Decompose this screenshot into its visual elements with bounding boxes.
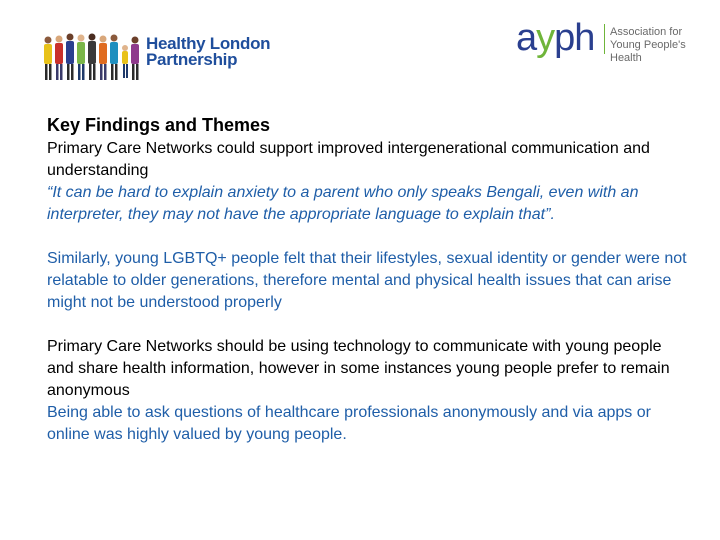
ayph-logo bbox=[516, 18, 716, 64]
ayph-wordmark bbox=[516, 18, 594, 58]
ayph-divider bbox=[604, 24, 605, 54]
ayph-letter-h: h bbox=[574, 17, 595, 59]
finding-pcn-technology: Primary Care Networks should be using technology to communicate with young people and share health information, however in some instances young people prefer to remain anonymous bbox=[47, 338, 670, 399]
people-illustration-icon bbox=[40, 30, 144, 84]
hlp-wordmark bbox=[146, 36, 270, 68]
ayph-letter-a: a bbox=[516, 17, 537, 59]
hlp-line1: Healthy London bbox=[146, 34, 271, 53]
ayph-sub-line1: Association for bbox=[610, 26, 683, 38]
finding-lgbtq: Similarly, young LGBTQ+ people felt that their lifestyles, sexual identity or gender were not relatable to older generations, therefore mental and physical health issues that can arise might not be understood properly bbox=[47, 250, 687, 311]
spacer bbox=[47, 314, 687, 336]
ayph-letter-p: p bbox=[554, 17, 575, 59]
hlp-line2: Partnership bbox=[146, 50, 238, 69]
slide-heading: Key Findings and Themes bbox=[47, 115, 271, 135]
finding-anonymous-questions: Being able to ask questions of healthcare professionals anonymously and via apps or online was highly valued by young people. bbox=[47, 404, 651, 443]
ayph-sub-line2: Young People's Health bbox=[610, 39, 686, 64]
spacer bbox=[47, 226, 687, 248]
slide-content bbox=[47, 114, 687, 446]
ayph-subtitle bbox=[610, 26, 716, 65]
healthy-london-partnership-logo bbox=[40, 30, 280, 84]
finding-pcn-intergenerational: Primary Care Networks could support improved intergenerational communication and understanding bbox=[47, 140, 650, 179]
ayph-letter-y: y bbox=[536, 17, 555, 59]
young-person-quote: “It can be hard to explain anxiety to a parent who only speaks Bengali, even with an interpreter, they may not have the appropriate language to explain that”. bbox=[47, 184, 639, 223]
